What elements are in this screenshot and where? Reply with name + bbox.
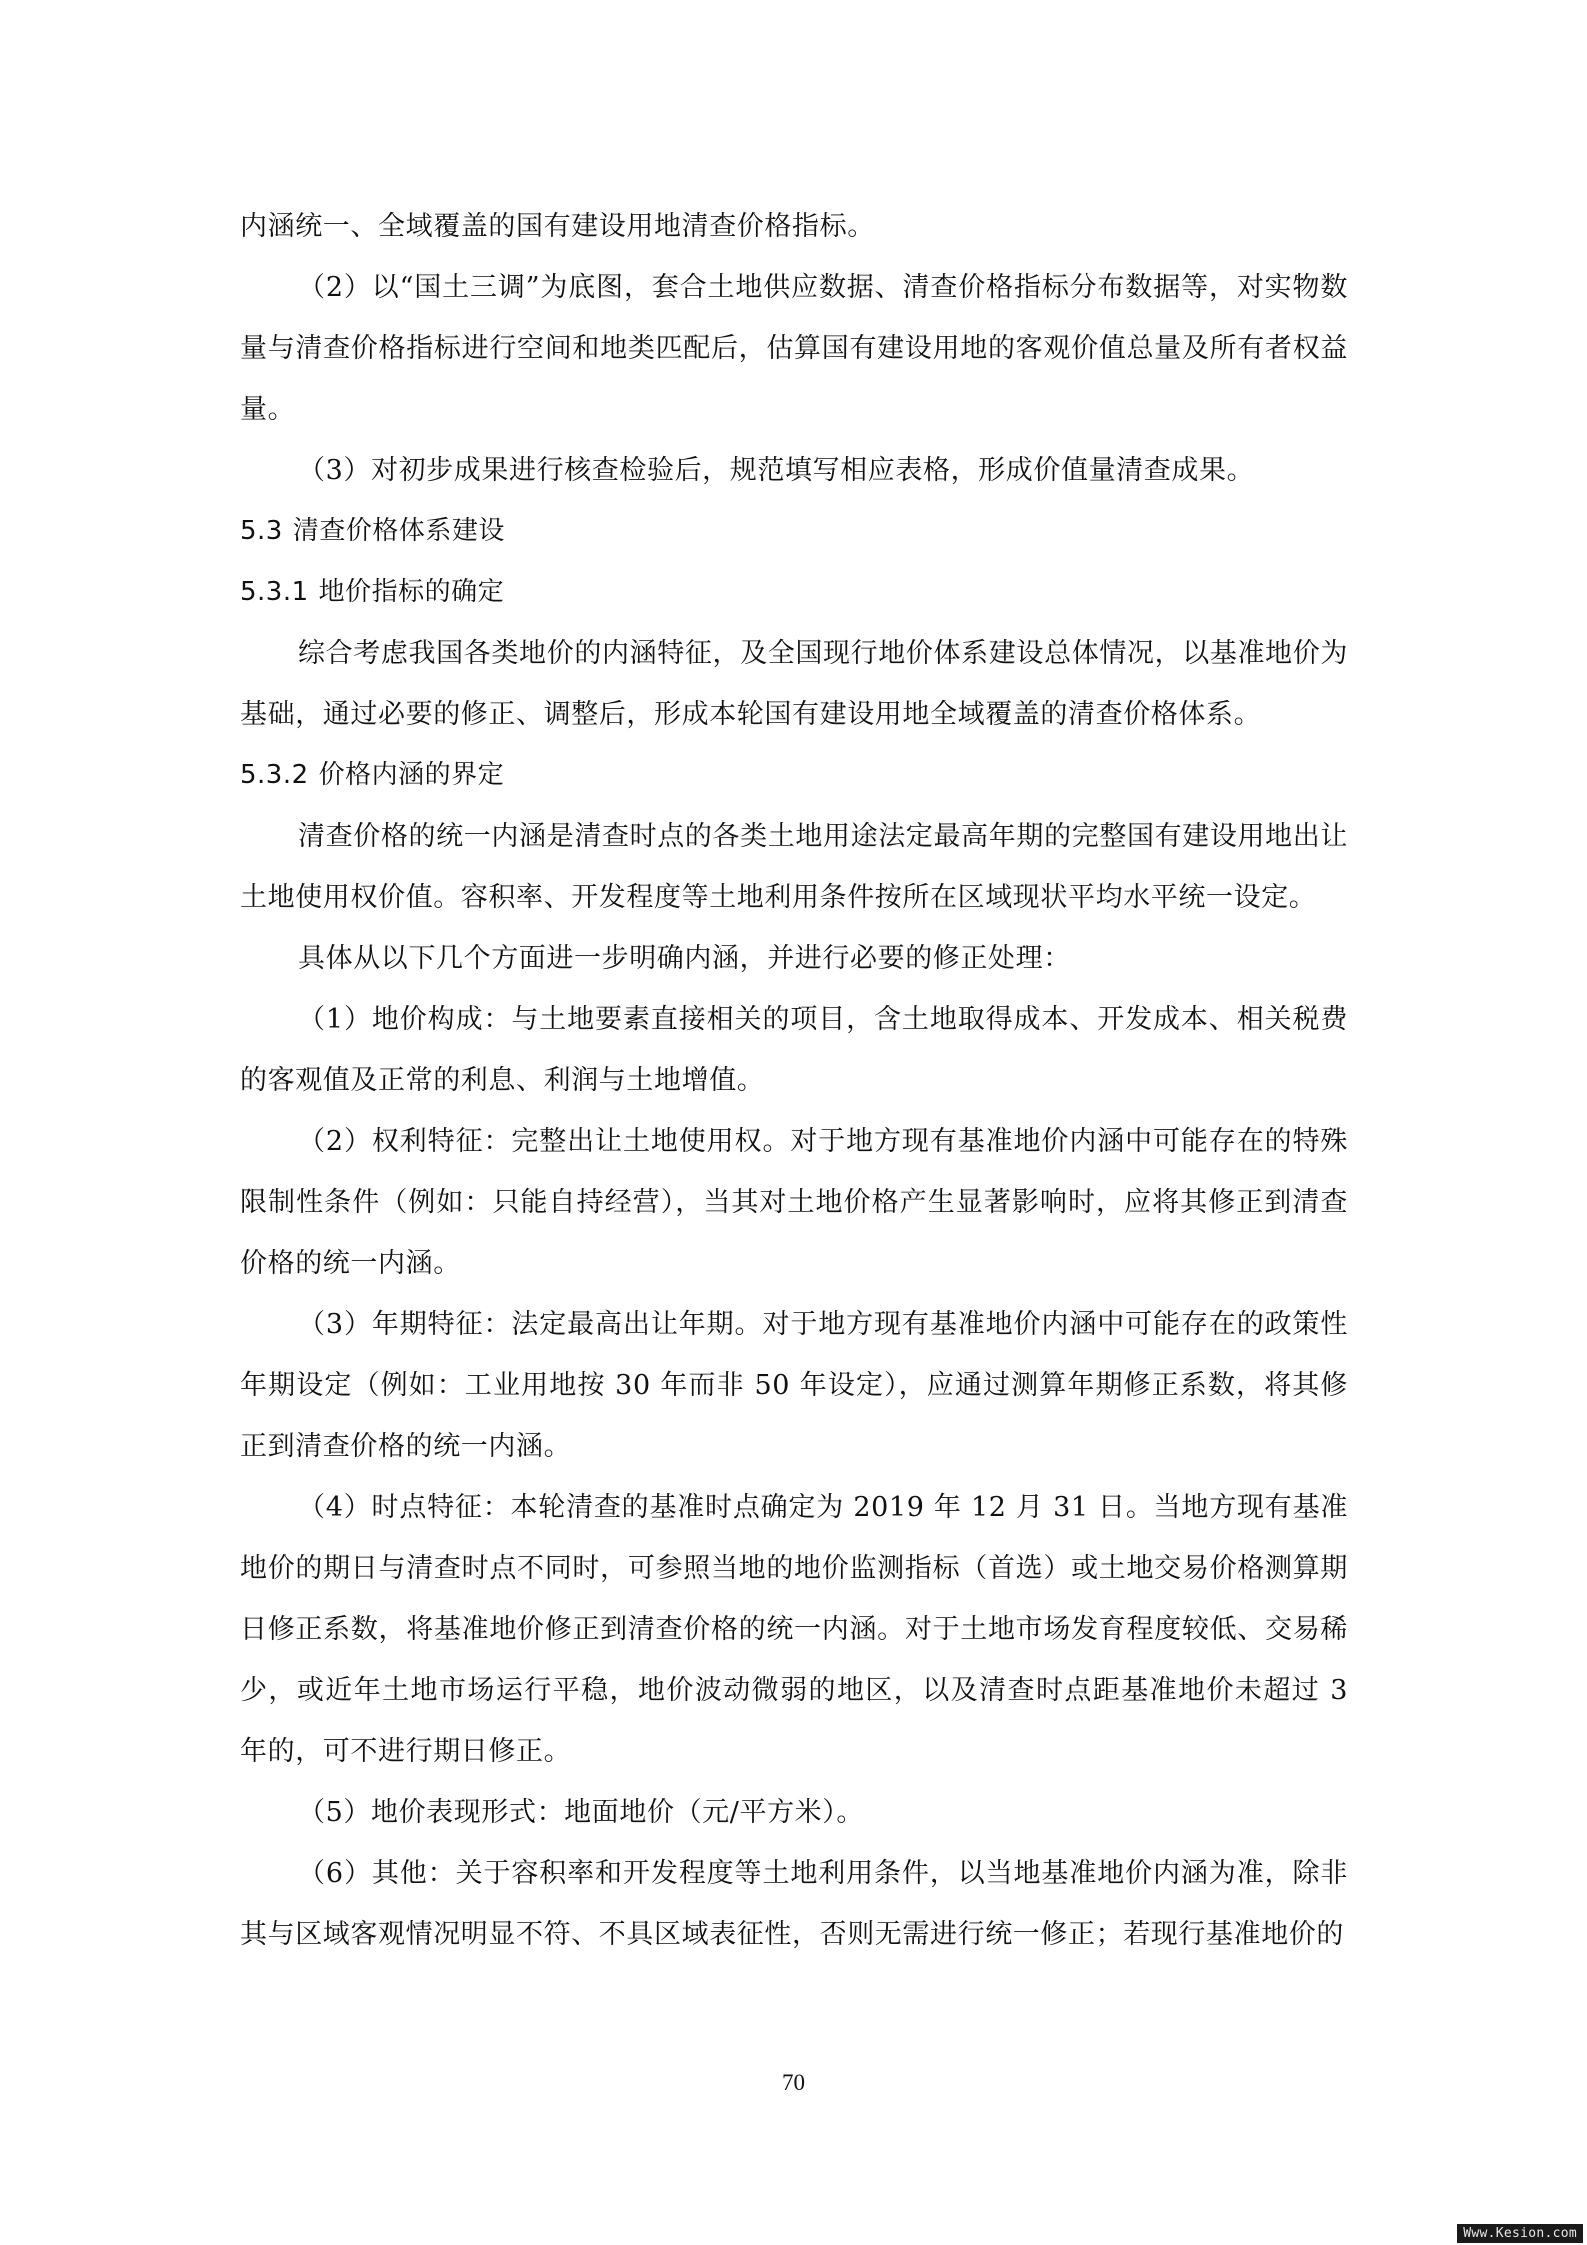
paragraph-intro-list: 具体从以下几个方面进一步明确内涵，并进行必要的修正处理： (298, 943, 1071, 974)
section-number: 5.3.2 (240, 760, 309, 790)
page-number: 70 (782, 2070, 805, 2095)
section-title: 清查价格体系建设 (292, 516, 505, 546)
paragraph-item-2: （2）权利特征：完整出让土地使用权。对于地方现有基准地价内涵中可能存在的特殊限制性条件（例如：只能自持经营），当其对土地价格产生显著影响时，应将其修正到清查价格的统一内涵。 (240, 1126, 1348, 1279)
section-number: 5.3.1 (240, 577, 309, 607)
paragraph-item-4: （4）时点特征：本轮清查的基准时点确定为 2019 年 12 月 31 日。当地方现有基准地价的期日与清查时点不同时，可参照当地的地价监测指标（首选）或土地交易价格测算期日修正系数，将基准地价修正到清查价格的统一内涵。对于土地市场发育程度较低、交易稀少，或近年土地市场运行平稳，地价波动微弱的地区，以及清查时点距基准地价未超过 3 年的，可不进行期日修正。 (240, 1492, 1348, 1767)
watermark: Www.Kesion.com (1457, 2224, 1583, 2243)
paragraph-step-2: （2）以“国土三调”为底图，套合土地供应数据、清查价格指标分布数据等，对实物数量与清查价格指标进行空间和地类匹配后，估算国有建设用地的客观价值总量及所有者权益量。 (240, 272, 1348, 425)
section-title: 价格内涵的界定 (318, 760, 505, 790)
section-heading-5-3-1 (240, 562, 1348, 623)
paragraph-item-6: （6）其他：关于容积率和开发程度等土地利用条件，以当地基准地价内涵为准，除非其与区域客观情况明显不符、不具区域表征性，否则无需进行统一修正；若现行基准地价的 (240, 1858, 1348, 1950)
paragraph-price-connotation: 清查价格的统一内涵是清查时点的各类土地用途法定最高年期的完整国有建设用地出让土地使用权价值。容积率、开发程度等土地利用条件按所在区域现状平均水平统一设定。 (240, 821, 1348, 913)
section-heading-5-3-2 (240, 745, 1348, 806)
paragraph-item-3: （3）年期特征：法定最高出让年期。对于地方现有基准地价内涵中可能存在的政策性年期设定（例如：工业用地按 30 年而非 50 年设定），应通过测算年期修正系数，将其修正到清查价格的统一内涵。 (240, 1309, 1348, 1462)
section-heading-5-3 (240, 501, 1348, 562)
paragraph-step-3: （3）对初步成果进行核查检验后，规范填写相应表格，形成价值量清查成果。 (298, 455, 1255, 486)
paragraph-continuation: 内涵统一、全域覆盖的国有建设用地清查价格指标。 (240, 211, 875, 242)
section-title: 地价指标的确定 (318, 577, 505, 607)
paragraph-item-5: （5）地价表现形式：地面地价（元/平方米）。 (298, 1797, 864, 1828)
paragraph-item-1: （1）地价构成：与土地要素直接相关的项目，含土地取得成本、开发成本、相关税费的客观值及正常的利息、利润与土地增值。 (240, 1004, 1348, 1096)
section-number: 5.3 (240, 516, 283, 546)
document-body (240, 196, 1348, 1965)
paragraph-land-price-index: 综合考虑我国各类地价的内涵特征，及全国现行地价体系建设总体情况，以基准地价为基础，通过必要的修正、调整后，形成本轮国有建设用地全域覆盖的清查价格体系。 (240, 638, 1348, 730)
